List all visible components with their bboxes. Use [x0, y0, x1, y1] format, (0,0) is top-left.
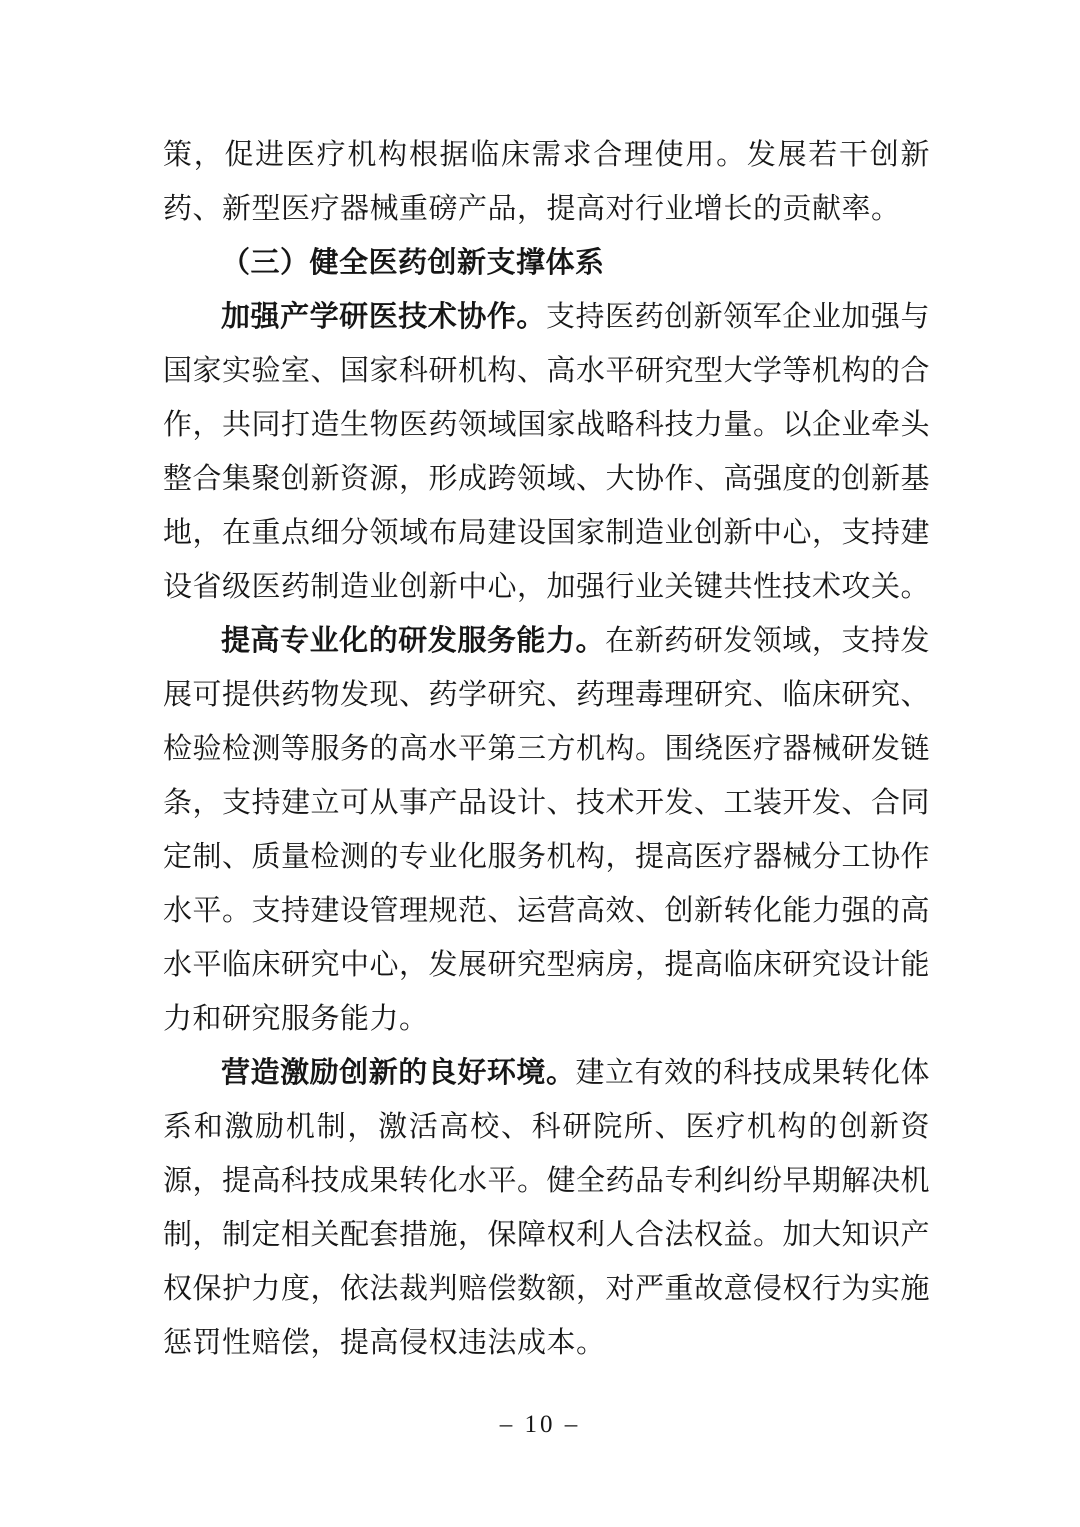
paragraph-lead: 加强产学研医技术协作。: [221, 301, 546, 333]
paragraph-continuation: [163, 128, 930, 236]
paragraph-text: 支持医药创新领军企业加强与国家实验室、国家科研机构、高水平研究型大学等机构的合作，共同打造生物医药领域国家战略科技力量。以企业牵头整合集聚创新资源，形成跨领域、大协作、高强度的创新基地，在重点细分领域布局建设国家制造业创新中心，支持建设省级医药制造业创新中心，加强行业关键共性技术攻关。: [163, 301, 931, 603]
paragraph: [163, 1046, 930, 1370]
page-number: – 10 –: [499, 1411, 581, 1438]
paragraph-lead: 营造激励创新的良好环境。: [221, 1057, 576, 1089]
paragraph: [163, 290, 930, 614]
paragraph-text: 建立有效的科技成果转化体系和激励机制，激活高校、科研院所、医疗机构的创新资源，提高科技成果转化水平。健全药品专利纠纷早期解决机制，制定相关配套措施，保障权利人合法权益。加大知识产权保护力度，依法裁判赔偿数额，对严重故意侵权行为实施惩罚性赔偿，提高侵权违法成本。: [163, 1057, 931, 1359]
paragraph: [163, 614, 930, 1046]
document-body: [163, 128, 930, 1370]
paragraph-lead: 提高专业化的研发服务能力。: [221, 625, 606, 657]
paragraph-text: 策，促进医疗机构根据临床需求合理使用。发展若干创新药、新型医疗器械重磅产品，提高对行业增长的贡献率。: [163, 139, 930, 225]
section-heading-text: （三）健全医药创新支撑体系: [221, 247, 605, 279]
paragraph-text: 在新药研发领域，支持发展可提供药物发现、药学研究、药理毒理研究、临床研究、检验检测等服务的高水平第三方机构。围绕医疗器械研发链条，支持建立可从事产品设计、技术开发、工装开发、合同定制、质量检测的专业化服务机构，提高医疗器械分工协作水平。支持建设管理规范、运营高效、创新转化能力强的高水平临床研究中心，发展研究型病房，提高临床研究设计能力和研究服务能力。: [163, 625, 931, 1035]
page-footer: [0, 1408, 1080, 1442]
section-heading: [163, 236, 930, 290]
